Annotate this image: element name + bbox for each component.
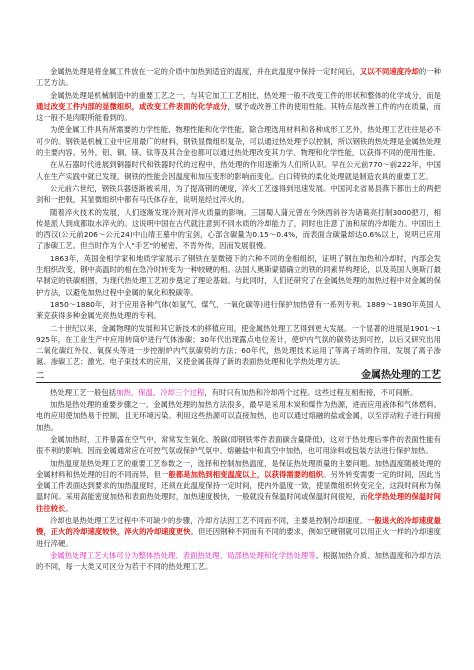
section-title: 金属热处理的工艺 [361,369,441,381]
body-text: 。另外转变需要一定的时间，因此当金属工件表面达到要求的加热温度时，还须在此温度保持一定时间，使内外温度一致，使显微组织转变完全，这段时间称为保温时间。采用高能密度加热和表面热处理时，加热速度极快，一般就没有保温时间或保温时间很短，而 [36,469,441,502]
paragraph [36,387,441,398]
highlight-text: 又以不同速度冷却 [359,67,419,76]
body-text: 。根据加热介质、加热温度和冷却方法的不同，每一大类又可区分为若干不同的热处理工艺。 [36,550,442,572]
paragraph [36,253,441,298]
body-text: 金属热处理是将金属工件放在一定的介质中加热到适宜的温度，并在此温度中保持一定时间后， [50,67,360,76]
body-text: 热处理工艺一般包括 [50,387,117,397]
process-section [36,387,441,573]
paragraph [36,183,441,206]
paragraph [36,66,441,89]
document-body [36,66,441,573]
section-heading [36,370,441,385]
body-text: 冷却也是热处理工艺过程中不可缺少的步骤，冷却方法因工艺不同而不同，主要是控制冷却速度。 [50,515,368,525]
body-text: 的一种工艺方法。 [36,67,441,88]
paragraph [36,434,441,457]
body-text: 。但还因钢种不同而有不同的要求，例如空硬钢就可以用正火一样的冷却速度进行淬硬。 [36,527,441,548]
paragraph [36,90,441,124]
emphasis-text: 金属热处理工艺大体可分为整体热处理、表面热处理、局部热处理和化学热处理等 [50,550,316,560]
body-text: 公元前六世纪，钢铁兵器逐渐被采用，为了提高钢的硬度，淬火工艺遂得到迅速发展。中国河北省易县燕下都出土的两把剑和一把戟，其显微组织中都有马氏体存在，说明是经过淬火的。 [36,183,441,205]
body-text: ，有时只有加热和冷却两个过程。这些过程互相衔接，不可间断。 [204,387,418,397]
highlight-text: 通过改变工件内部的显微组织，或改变工件表面的化学成分 [36,101,228,111]
body-text: 金属热处理是机械制造中的重要工艺之一，与其它加工工艺相比，热处理一般不改变工件的形状和整体的化学成分，而是 [50,90,441,100]
section-divider [36,382,441,383]
body-text: 随着淬火技术的发展，人们逐渐发现冷剂对淬火质量的影响。三国蜀人蒲元曾在今陕西斜谷为诸葛亮打制3000把刀，相传是派人到成都取水淬火的。这说明中国在古代就注意到不同水质的冷却能力了，同时也注意了油和尿的冷却能力。中国出土的西汉(公元前206～公元24)中山靖王墓中的宝剑，心部含碳量为0.15～0.4%，而表面含碳量却达0.6%以上，说明已应用了渗碳工艺。但当时作为个人"手艺"的秘密，不肯外传，因而发展很慢。 [36,207,441,251]
highlight-text: 一般退火的冷却速度最慢，正火的冷却速度较快，淬火的冷却速度更快 [36,515,441,537]
paragraph [36,550,441,573]
body-text: 为使金属工件具有所需要的力学性能、物理性能和化学性能，除合理选用材料和各种成形工艺外，热处理工艺往往是必不可少的。钢铁是机械工业中应用最广的材料，钢铁显微组织复杂，可以通过热处理予以控制，所以钢铁的热处理是金属热处理的主要内容。另外，铝、铜、镁、钛等及其合金也都可以通过热处理改变其力学、物理和化学性能，以获得不同的使用性能。 [36,125,441,158]
body-text: 加热温度是热处理工艺的重要工艺参数之一，选择和控制加热温度，是保证热处理质量的主要问题。加热温度随被处理的金属材料和热处理的目的不同而异，但一 [36,458,441,479]
paragraph [36,124,441,158]
body-text: 二十世纪以来，金属物理的发展和其它新技术的移植应用，使金属热处理工艺得到更大发展。一个显著的进展是1901～1925年，在工业生产中应用转筒炉进行气体渗碳；30年代出现露点电位差计，使炉内气氛的碳势达到可控，以后又研究出用二氧化碳红外仪、氧探头等进一步控制炉内气氛碳势的方法；60年代，热处理技术运用了等离子场的作用，发展了离子渗氮、渗碳工艺；激光、电子束技术的应用，又使金属获得了新的表面热处理和化学热处理方法。 [36,323,441,367]
paragraph [36,458,441,514]
body-text: 金属加热时，工件暴露在空气中，常常发生氧化、脱碳(即钢铁零件表面碳含量降低)，这对于热处理后零件的表面性能有很不利的影响。因而金属通常应在可控气氛或保护气氛中、熔融盐中和真空中加热，也可用涂料或包装方法进行保护加热。 [36,434,441,456]
paragraph [36,299,441,322]
highlight-text: 化学热处理的保温时间往往较长 [36,492,441,513]
paragraph [36,399,441,433]
paragraph [36,515,441,549]
highlight-text: 般都是加热到相变温度以上，以获得需要的组织 [168,469,324,479]
paragraph [36,207,441,252]
paragraph [36,159,441,182]
section-number: 二 [36,370,44,380]
body-text: 。 [65,503,73,513]
emphasis-text: 加热、保温、冷却三个过程 [116,387,205,397]
body-text: 1850～1880年，对于应用各种气体(如氢气、煤气、一氧化碳等)进行保护加热曾有一系列专利。1889～1890年英国人莱克获得多种金属光亮热处理的专利。 [36,299,441,321]
body-text: 加热是热处理的重要步骤之一。金属热处理的加热方法很多，最早是采用木炭和煤作为热源，进而应用液体和气体燃料。电的应用使加热易于控制，且无环境污染。利用这些热源可以直接加热，也可以通过熔融的盐或金属，以至浮动粒子进行间接加热。 [36,400,441,432]
body-text: ，赋予或改善工件的使用性能。其特点是改善工件的内在质量，而这一般不是肉眼所能看到的。 [36,101,441,123]
body-text: 1863年，英国金相学家和地质学家展示了钢铁在显微镜下的六种不同的金相组织，证明了钢在加热和冷却时，内部会发生组织改变，钢中高温时的相在急冷时转变为一种较硬的相。法国人奥斯蒙德确立的铁的同素异构理论，以及英国人奥斯汀最早制定的铁碳相图，为现代热处理工艺初步奠定了理论基础。与此同时，人们还研究了在金属热处理的加热过程中对金属的保护方法，以避免加热过程中金属的氧化和脱碳等。 [36,253,441,297]
body-text: 在从石器时代进展到铜器时代和铁器时代的过程中，热处理的作用逐渐为人们所认识。早在公元前770～前222年，中国人在生产实践中就已发现，铜铁的性能会因温度和加压变形的影响而变化。白口铸铁的柔化处理就是制造农具的重要工艺。 [36,160,441,181]
paragraph [36,323,441,368]
intro-section [36,66,441,368]
